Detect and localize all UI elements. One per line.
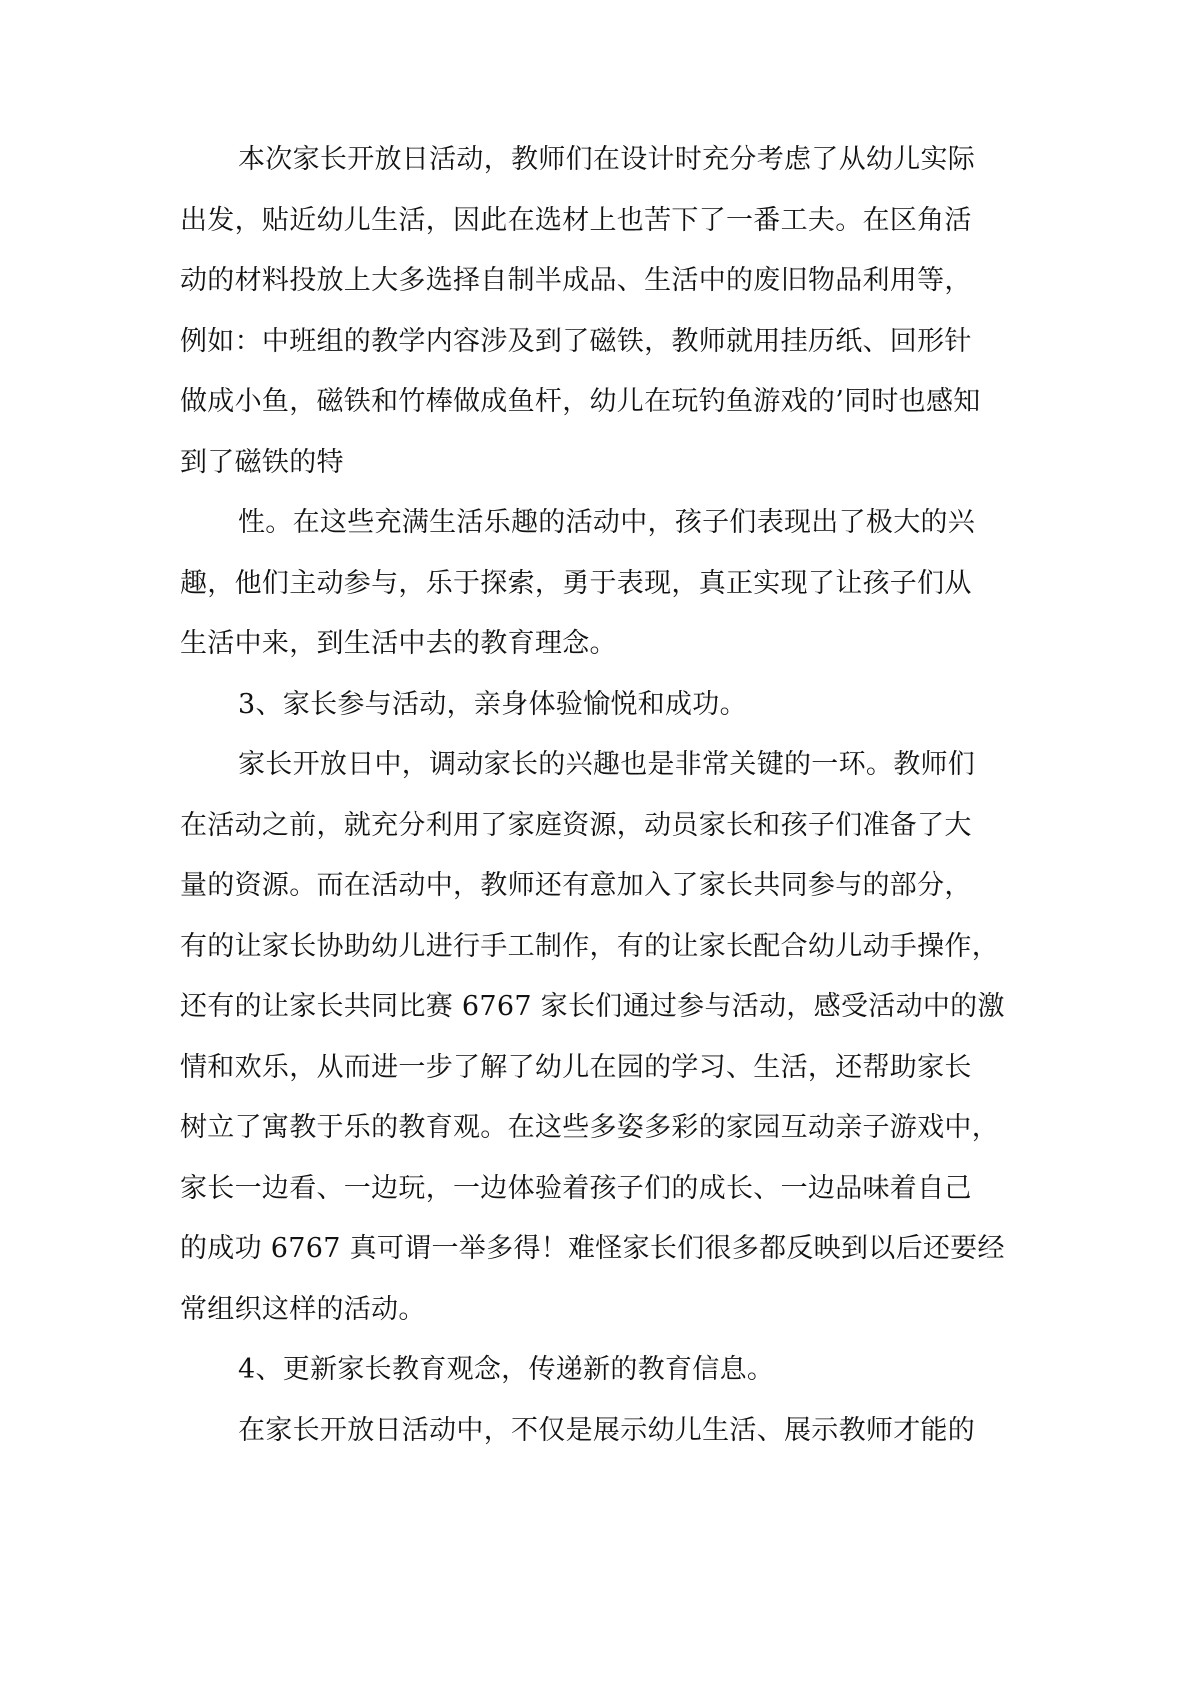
paragraph-line: 本次家长开放日活动，教师们在设计时充分考虑了从幼儿实际 (238, 144, 976, 175)
paragraph-line: 到了磁铁的特 (180, 447, 344, 478)
paragraph-line: 动的材料投放上大多选择自制半成品、生活中的废旧物品利用等， (180, 265, 972, 296)
paragraph-line: 例如：中班组的教学内容涉及到了磁铁，教师就用挂历纸、回形针 (180, 326, 972, 357)
paragraph-line: 情和欢乐，从而进一步了解了幼儿在园的学习、生活，还帮助家长 (180, 1052, 972, 1083)
paragraph-line: 趣，他们主动参与，乐于探索，勇于表现，真正实现了让孩子们从 (180, 568, 972, 599)
paragraph-line: 家长一边看、一边玩，一边体验着孩子们的成长、一边品味着自己 (180, 1173, 972, 1204)
paragraph-line: 家长开放日中，调动家长的兴趣也是非常关键的一环。教师们 (238, 749, 976, 780)
paragraph-line: 性。在这些充满生活乐趣的活动中，孩子们表现出了极大的兴 (238, 507, 976, 538)
paragraph-line: 做成小鱼，磁铁和竹棒做成鱼杆，幼儿在玩钓鱼游戏的’同时也感知 (180, 386, 981, 417)
section-heading: 4、更新家长教育观念，传递新的教育信息。 (238, 1354, 775, 1385)
paragraph-line: 树立了寓教于乐的教育观。在这些多姿多彩的家园互动亲子游戏中， (180, 1112, 999, 1143)
paragraph-line: 量的资源。而在活动中，教师还有意加入了家长共同参与的部分， (180, 870, 972, 901)
paragraph-line: 在家长开放日活动中，不仅是展示幼儿生活、展示教师才能的 (238, 1415, 976, 1446)
paragraph-line: 的成功 6767 真可谓一举多得！难怪家长们很多都反映到以后还要经 (180, 1233, 1005, 1264)
paragraph-line: 有的让家长协助幼儿进行手工制作，有的让家长配合幼儿动手操作， (180, 931, 999, 962)
paragraph-line: 出发，贴近幼儿生活，因此在选材上也苦下了一番工夫。在区角活 (180, 205, 972, 236)
paragraph-line: 常组织这样的活动。 (180, 1294, 426, 1325)
paragraph-line: 还有的让家长共同比赛 6767 家长们通过参与活动，感受活动中的激 (180, 991, 1005, 1022)
paragraph-line: 在活动之前，就充分利用了家庭资源，动员家长和孩子们准备了大 (180, 810, 972, 841)
section-heading: 3、家长参与活动，亲身体验愉悦和成功。 (238, 689, 747, 720)
paragraph-line: 生活中来，到生活中去的教育理念。 (180, 628, 617, 659)
